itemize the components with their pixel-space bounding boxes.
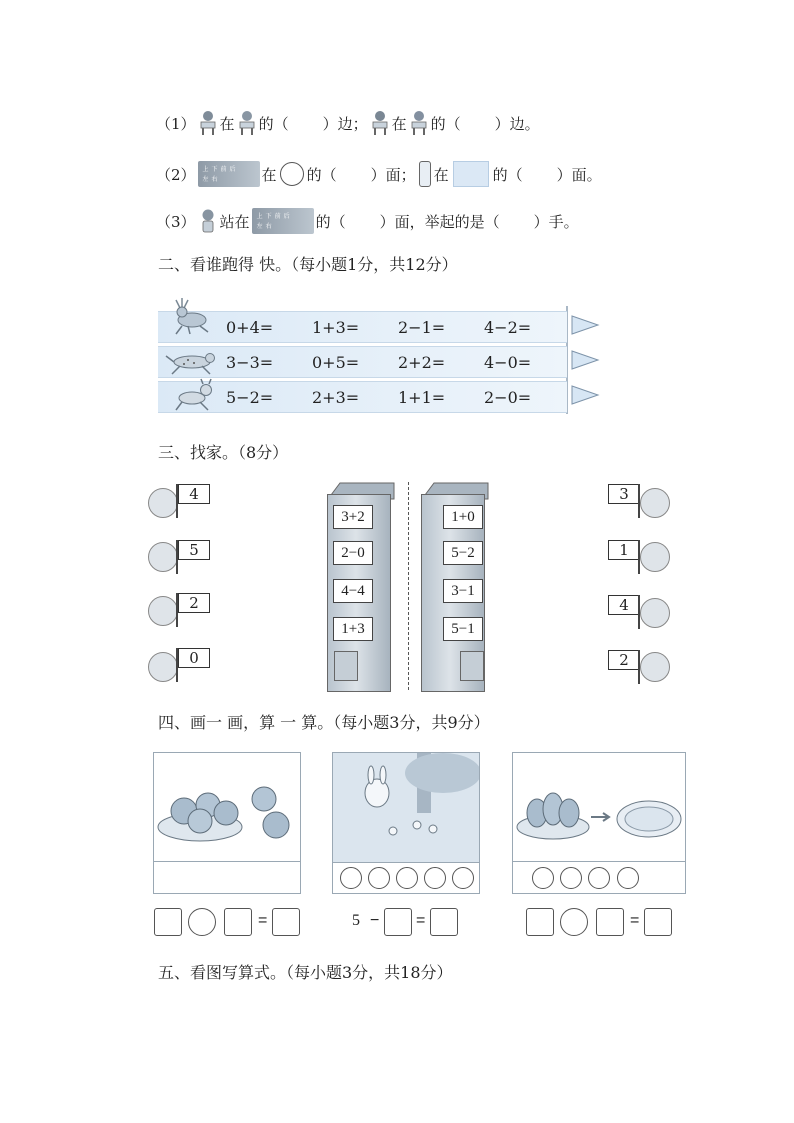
section-5-title: 五、看图写算式。（每小题3分，共18分）	[158, 963, 453, 982]
building-expression: 5−1	[443, 617, 483, 641]
number-sign: 2	[608, 650, 640, 670]
draw-circle[interactable]	[396, 867, 418, 889]
answer-box[interactable]	[644, 908, 672, 936]
operator-circle[interactable]	[560, 908, 588, 936]
building-expression: 3−1	[443, 579, 483, 603]
student-desk-icon	[236, 110, 258, 136]
bottle-icon	[419, 161, 431, 187]
answer-box[interactable]	[224, 908, 252, 936]
flag-icon	[570, 314, 600, 336]
race-expression: 2+3=	[312, 388, 360, 407]
pear-plate-icon	[515, 775, 683, 855]
draw-circle[interactable]	[617, 867, 639, 889]
building-expression: 5−2	[443, 541, 483, 565]
squirrel-icon	[148, 542, 178, 572]
question-2: （2） 上 下 前 后 左 右 在 的（ ）面； 在 的（ ）面。	[156, 161, 602, 187]
light-box-icon	[453, 161, 489, 187]
flag-icon	[570, 384, 600, 406]
race-expression: 3−3=	[226, 353, 274, 372]
race-expression: 1+1=	[398, 388, 446, 407]
door	[460, 651, 484, 681]
race-expression: 5−2=	[226, 388, 274, 407]
number-sign: 0	[178, 648, 210, 668]
equals-sign: =	[416, 912, 426, 929]
deer-icon	[168, 294, 218, 338]
question-number: （3）	[156, 212, 196, 231]
flag-icon	[570, 349, 600, 371]
number-sign: 4	[608, 595, 640, 615]
race-expression: 0+5=	[312, 353, 360, 372]
race-expression: 2+2=	[398, 353, 446, 372]
direction-board: 上 下 前 后 左 右	[252, 208, 314, 234]
mouse-icon	[148, 652, 178, 682]
race-expression: 4−2=	[484, 318, 532, 337]
question-number: （1）	[156, 114, 196, 133]
operator-circle[interactable]	[188, 908, 216, 936]
building-expression: 1+3	[333, 617, 373, 641]
student-desk-icon	[369, 110, 391, 136]
question-3: （3） 站在 上 下 前 后 左 右 的（ ）面，举起的是（ ）手。	[156, 208, 579, 234]
answer-box[interactable]	[596, 908, 624, 936]
dog-icon	[170, 378, 220, 414]
panda-icon	[640, 542, 670, 572]
race-expression: 2−0=	[484, 388, 532, 407]
answer-box[interactable]	[272, 908, 300, 936]
draw-circle[interactable]	[532, 867, 554, 889]
number-sign: 2	[178, 593, 210, 613]
building-expression: 1+0	[443, 505, 483, 529]
draw-circle[interactable]	[452, 867, 474, 889]
minus-sign: −	[370, 912, 380, 929]
race-expression: 0+4=	[226, 318, 274, 337]
number-sign: 5	[178, 540, 210, 560]
equals-sign: =	[258, 912, 268, 929]
building-expression: 2−0	[333, 541, 373, 565]
draw-circle[interactable]	[368, 867, 390, 889]
rabbit-scene-icon	[333, 753, 479, 863]
number-five: 5	[352, 912, 360, 929]
number-sign: 4	[178, 484, 210, 504]
section-2-title: 二、看谁跑得 快。（每小题1分，共12分）	[158, 255, 458, 274]
number-sign: 3	[608, 484, 640, 504]
direction-board: 上 下 前 后 左 右	[198, 161, 260, 187]
question-1: （1） 在 的（ ）边； 在 的（ ）边。	[156, 110, 540, 136]
rabbit-icon	[148, 596, 178, 626]
equals-sign: =	[630, 912, 640, 929]
number-sign: 1	[608, 540, 640, 560]
rabbit-panel	[332, 752, 480, 864]
student-desk-icon	[197, 110, 219, 136]
building-expression: 4−4	[333, 579, 373, 603]
section-4-title: 四、画一 画，算 一 算。（每小题3分，共9分）	[158, 713, 490, 732]
answer-box[interactable]	[526, 908, 554, 936]
race-expression: 4−0=	[484, 353, 532, 372]
apple-panel	[153, 752, 301, 894]
girl-icon	[197, 208, 219, 234]
lion-icon	[148, 488, 178, 518]
door	[334, 651, 358, 681]
answer-box[interactable]	[430, 908, 458, 936]
student-desk-icon	[408, 110, 430, 136]
section-3-title: 三、找家。（8分）	[158, 443, 289, 462]
answer-box[interactable]	[154, 908, 182, 936]
race-expression: 2−1=	[398, 318, 446, 337]
draw-circle[interactable]	[588, 867, 610, 889]
divider	[408, 482, 409, 690]
apple-plate-icon	[156, 775, 298, 855]
tiger-icon	[640, 488, 670, 518]
race-expression: 1+3=	[312, 318, 360, 337]
clock-icon	[280, 162, 304, 186]
question-number: （2）	[156, 165, 196, 184]
bear-icon	[640, 652, 670, 682]
cheetah-icon	[164, 346, 220, 378]
cat-icon	[640, 598, 670, 628]
draw-circle[interactable]	[560, 867, 582, 889]
draw-circle[interactable]	[424, 867, 446, 889]
draw-circle[interactable]	[340, 867, 362, 889]
building-expression: 3+2	[333, 505, 373, 529]
answer-box[interactable]	[384, 908, 412, 936]
